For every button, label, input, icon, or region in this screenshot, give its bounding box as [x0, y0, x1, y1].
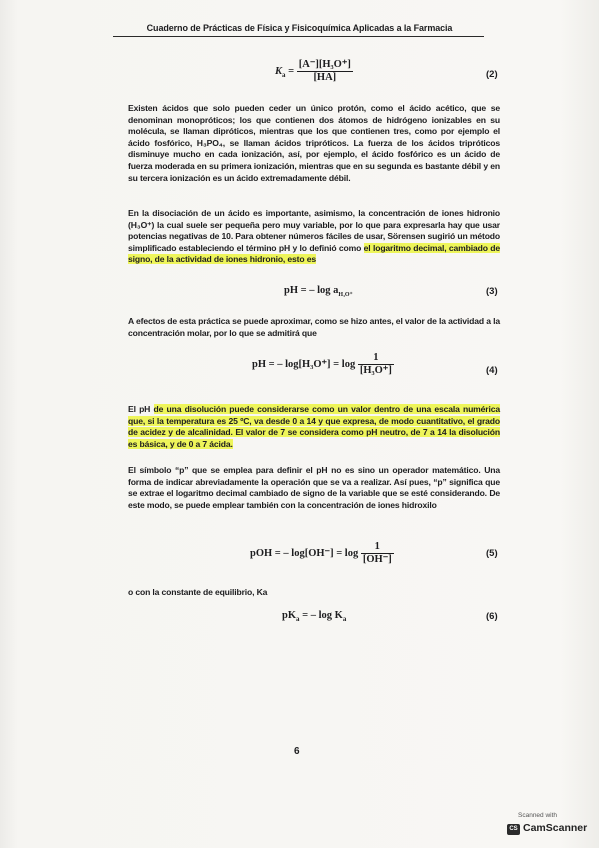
equation-6	[282, 610, 346, 623]
camscanner-badge	[506, 812, 592, 840]
eq2-number: (2)	[486, 69, 498, 80]
eq6-sub: a	[296, 615, 300, 624]
camscanner-logo-icon: CS	[507, 824, 520, 835]
para5-text-3: significa que se extrae el logaritmo decimal cambiado de signo de la variable que se esté considerando. De este modo, se puede emplear también con la concentración de iones hidroxilo	[128, 476, 500, 510]
eq6-rest: = – log K	[299, 610, 343, 621]
eq2-lhs-sub: a	[282, 71, 286, 79]
running-header: Cuaderno de Prácticas de Física y Fisicoquímica Aplicadas a la Farmacia	[146, 23, 453, 33]
para5-text-1: El símbolo	[128, 465, 175, 475]
para4-highlight: de una disolución puede considerarse como un valor dentro de una escala numérica que, si la temperatura es 25 ºC, va desde 0 a 14 y que expresa, de modo cuantitativo, el grado de acidez y de alcalinidad. El valor de 7 se considera como pH neutro, de 7 a 14 la disolución es básica, y de 0 a 7 ácida.	[128, 404, 500, 449]
para2-ph-term: pH	[278, 242, 290, 253]
eq4-denominator: [H₃O⁺]	[359, 365, 392, 376]
equation-5	[250, 541, 394, 566]
para5-p-symbol-1: “p”	[175, 465, 189, 475]
eq4-text: pH = – log[H₃O⁺] = log	[252, 358, 356, 370]
eq3-text: pH = – log a	[284, 285, 339, 296]
para2-text: En la disociación de un ácido es importante, asimismo, la concentración de iones hidronio (H₃O⁺) la cual suele ser pequeña pero muy variable, por lo que para expresarla hay que usar potencias negativas de 10. Para obtener números fáciles de usar, Sörensen sugirió un método simplificado estableciendo el término	[128, 208, 500, 253]
paragraph-ph-definition	[128, 208, 500, 266]
eq4-number: (4)	[486, 365, 498, 376]
eq3-sub: H₃O⁺	[338, 292, 353, 299]
eq5-numerator: 1	[361, 541, 394, 554]
paragraph-equilibrium-constant: o con la constante de equilibrio, Ka	[128, 587, 268, 597]
eq3-number: (3)	[486, 286, 498, 297]
equation-2: $K_a$ = $\frac{\text{[A⁻][H₃O⁺]}}{[HA]}$	[275, 59, 351, 83]
paragraph-approximation: A efectos de esta práctica se puede aproximar, como se hizo antes, el valor de la actividad a la concentración molar, por lo que se admitirá que	[128, 316, 500, 338]
eq6-sub2: a	[342, 615, 347, 624]
header-rule	[113, 36, 484, 37]
equation-3	[284, 285, 353, 298]
eq4-numerator: 1	[358, 352, 394, 365]
paragraph-acid-types: Existen ácidos que solo pueden ceder un único protón, como el ácido acético, que se denominan monopróticos; los que contienen dos átomos de hidrógeno ionizables en su molécula, se llaman dipróticos, mientras que los que contienen tres, como por ejemplo el ácido fosfórico, H₃PO₄, se llaman ácidos tripróticos. La fuerza de los ácidos tripróticos disminuye mucho en cada ionización, así, por ejemplo, el ácido fosfórico es un ácido de fuerza moderada en su primera ionización, mientras que en su segunda es bastante débil y en su tercera ionización es un ácido extremadamente débil.	[128, 103, 500, 183]
eq5-text: pOH = – log[OH⁻] = log	[250, 547, 359, 559]
para4-text: El pH	[128, 404, 154, 414]
eq5-fraction	[361, 541, 394, 566]
eq5-denominator: [OH⁻]	[362, 554, 392, 565]
paragraph-ph-scale	[128, 404, 500, 450]
equation-4	[252, 352, 394, 377]
eq2-fraction	[297, 59, 353, 84]
para2-text-middle: y lo definió como	[290, 242, 364, 253]
scanned-with-label: Scanned with	[518, 812, 558, 819]
eq6-number: (6)	[486, 611, 498, 622]
para2-highlight: el logaritmo decimal, cambiado de signo, de la actividad de iones hidronio, esto es	[128, 242, 500, 265]
eq2-numerator: [A⁻][H₃O⁺]	[298, 59, 351, 70]
para5-p-symbol-2: “p”	[433, 476, 447, 487]
page-number: 6	[294, 746, 300, 757]
para5-text-2: que se emplea para definir el pH no es sino un operador matemático. Una forma de indicar abreviadamente la operación que se va a realizar. Así pues,	[128, 465, 500, 487]
eq4-fraction	[358, 352, 394, 377]
eq5-number: (5)	[486, 548, 498, 559]
paragraph-p-operator	[128, 465, 500, 511]
camscanner-brand: CamScanner	[523, 822, 588, 834]
eq2-denominator: [HA]	[313, 72, 337, 83]
eq2-lhs: K	[275, 65, 283, 77]
eq6-text: pK	[282, 610, 297, 621]
